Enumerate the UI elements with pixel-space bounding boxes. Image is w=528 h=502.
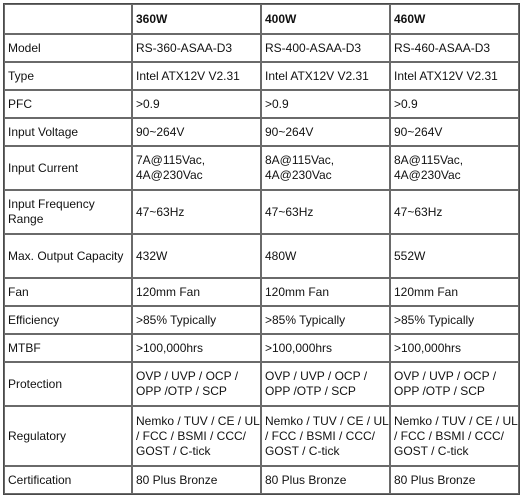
cell-400w: OVP / UVP / OCP / OPP /OTP / SCP bbox=[261, 362, 390, 406]
cell-460w: 552W bbox=[390, 234, 519, 278]
cell-460w: 80 Plus Bronze bbox=[390, 466, 519, 494]
row-label: Input Frequency Range bbox=[4, 190, 132, 234]
cell-400w: >100,000hrs bbox=[261, 334, 390, 362]
cell-360w: >0.9 bbox=[132, 90, 261, 118]
cell-400w: Intel ATX12V V2.31 bbox=[261, 62, 390, 90]
cell-360w: 120mm Fan bbox=[132, 278, 261, 306]
cell-460w: >100,000hrs bbox=[390, 334, 519, 362]
cell-400w: RS-400-ASAA-D3 bbox=[261, 34, 390, 62]
cell-360w: 7A@115Vac, 4A@230Vac bbox=[132, 146, 261, 190]
cell-360w: Intel ATX12V V2.31 bbox=[132, 62, 261, 90]
table-row-pfc bbox=[4, 90, 519, 118]
table-row-fan bbox=[4, 278, 519, 306]
table-row-regulatory bbox=[4, 406, 519, 466]
row-label: Input Voltage bbox=[4, 118, 132, 146]
cell-360w: >85% Typically bbox=[132, 306, 261, 334]
cell-360w: RS-360-ASAA-D3 bbox=[132, 34, 261, 62]
cell-460w: >0.9 bbox=[390, 90, 519, 118]
header-cell-blank bbox=[4, 4, 132, 34]
row-label: Model bbox=[4, 34, 132, 62]
row-label: Max. Output Capacity bbox=[4, 234, 132, 278]
cell-400w: >0.9 bbox=[261, 90, 390, 118]
cell-400w: Nemko / TUV / CE / UL / FCC / BSMI / CCC/ GOST / C-tick bbox=[261, 406, 390, 466]
cell-360w: 47~63Hz bbox=[132, 190, 261, 234]
cell-460w: RS-460-ASAA-D3 bbox=[390, 34, 519, 62]
cell-460w: >85% Typically bbox=[390, 306, 519, 334]
row-label: Type bbox=[4, 62, 132, 90]
cell-360w: 90~264V bbox=[132, 118, 261, 146]
row-label: PFC bbox=[4, 90, 132, 118]
cell-460w: Intel ATX12V V2.31 bbox=[390, 62, 519, 90]
cell-400w: 47~63Hz bbox=[261, 190, 390, 234]
cell-360w: 432W bbox=[132, 234, 261, 278]
table-row-max-output bbox=[4, 234, 519, 278]
cell-460w: 47~63Hz bbox=[390, 190, 519, 234]
cell-400w: 8A@115Vac, 4A@230Vac bbox=[261, 146, 390, 190]
header-cell-400w: 400W bbox=[261, 4, 390, 34]
cell-360w: 80 Plus Bronze bbox=[132, 466, 261, 494]
cell-460w: Nemko / TUV / CE / UL / FCC / BSMI / CCC/ GOST / C-tick bbox=[390, 406, 519, 466]
row-label: Certification bbox=[4, 466, 132, 494]
row-label: Fan bbox=[4, 278, 132, 306]
table-row-model bbox=[4, 34, 519, 62]
cell-400w: 120mm Fan bbox=[261, 278, 390, 306]
cell-360w: >100,000hrs bbox=[132, 334, 261, 362]
table-row-input-current bbox=[4, 146, 519, 190]
header-cell-360w: 360W bbox=[132, 4, 261, 34]
row-label: MTBF bbox=[4, 334, 132, 362]
header-row bbox=[4, 4, 519, 34]
cell-400w: 80 Plus Bronze bbox=[261, 466, 390, 494]
cell-460w: 90~264V bbox=[390, 118, 519, 146]
table-row-type bbox=[4, 62, 519, 90]
table-row-input-voltage bbox=[4, 118, 519, 146]
row-label: Regulatory bbox=[4, 406, 132, 466]
table-row-protection bbox=[4, 362, 519, 406]
table-row-efficiency bbox=[4, 306, 519, 334]
psu-spec-table bbox=[3, 3, 520, 495]
table-row-input-frequency bbox=[4, 190, 519, 234]
cell-400w: >85% Typically bbox=[261, 306, 390, 334]
cell-400w: 90~264V bbox=[261, 118, 390, 146]
cell-460w: 8A@115Vac, 4A@230Vac bbox=[390, 146, 519, 190]
header-cell-460w: 460W bbox=[390, 4, 519, 34]
cell-460w: 120mm Fan bbox=[390, 278, 519, 306]
table-row-certification bbox=[4, 466, 519, 494]
table-row-mtbf bbox=[4, 334, 519, 362]
cell-400w: 480W bbox=[261, 234, 390, 278]
row-label: Protection bbox=[4, 362, 132, 406]
cell-360w: Nemko / TUV / CE / UL / FCC / BSMI / CCC/ GOST / C-tick bbox=[132, 406, 261, 466]
cell-460w: OVP / UVP / OCP / OPP /OTP / SCP bbox=[390, 362, 519, 406]
cell-360w: OVP / UVP / OCP / OPP /OTP / SCP bbox=[132, 362, 261, 406]
row-label: Efficiency bbox=[4, 306, 132, 334]
row-label: Input Current bbox=[4, 146, 132, 190]
